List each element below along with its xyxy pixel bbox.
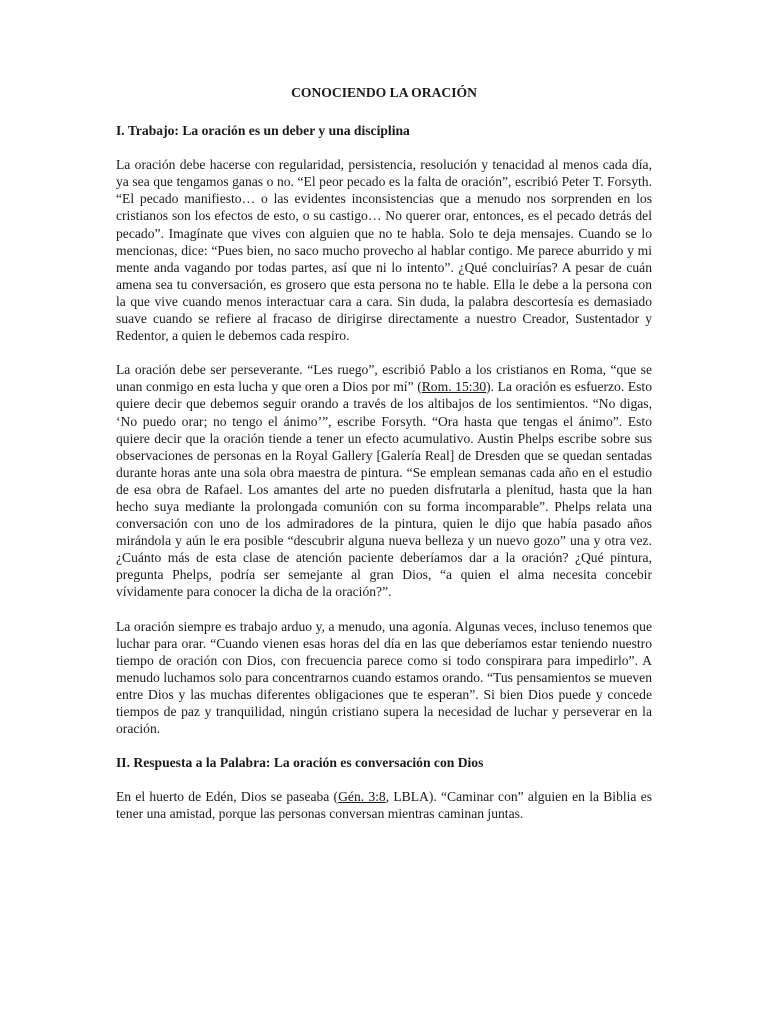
document-title: CONOCIENDO LA ORACIÓN [291,85,477,100]
paragraph-1: La oración debe hacerse con regularidad, persistencia, resolución y tenacidad al menos cada día, ya sea que tengamos ganas o no. “El peor pecado es la falta de oración”, escribió Peter T. Forsyth. “El pecado manifiesto… o las evidentes inconsistencias que a menudo nos sorprenden en los cristianos son los efectos de esto, o su castigo… No querer orar, entonces, es el pecado detrás del pecado”. Imagínate que vives con alguien que no te habla. Solo te deja mensajes. Cuando se lo mencionas, dice: “Pues bien, no saco mucho provecho al hablar contigo. Me parece aburrido y mi mente anda vagando por todas partes, así que ni lo intento”. ¿Qué concluirías? A pesar de cuán amena sea tu conversación, es grosero que esta persona no te hable. Ella le debe a la persona con la que vive cuando menos interactuar cara a cara. Sin duda, la palabra descortesía es demasiado suave cuando se refiere al fracaso de dirigirse directamente a nuestro Creador, Sustentador y Redentor, a quien le debemos cada respiro. [116,157,652,344]
paragraph-3: La oración siempre es trabajo arduo y, a menudo, una agonía. Algunas veces, incluso tenemos que luchar para orar. “Cuando vienen esas horas del día en las que deberíamos estar teniendo nuestro tiempo de oración con Dios, con frecuencia parece como si todo conspirara para impedirlo”. A menudo luchamos solo para concentrarnos cuando estamos orando. “Tus pensamientos se mueven entre Dios y las muchas diferentes obligaciones que te esperan”. Si bien Dios puede y concede tiempos de paz y tranquilidad, ningún cristiano supera la necesidad de luchar y perseverar en la oración. [116,618,652,737]
paragraph-4-text-b: , LBLA). “Caminar con” alguien en la Biblia es tener una amistad, porque las personas conversan mientras caminan juntas. [116,789,652,822]
paragraph-4-text-a: En el huerto de Edén, Dios se paseaba ( [116,789,339,805]
section-heading-1: I. Trabajo: La oración es un deber y una disciplina [116,123,410,139]
document-page [116,84,652,822]
section-heading-2: II. Respuesta a la Palabra: La oración es conversación con Dios [116,755,484,771]
scripture-reference-genesis[interactable]: Gén. 3:8 [338,789,386,805]
paragraph-2 [116,361,652,600]
paragraph-2-text-b: ). La oración es esfuerzo. Esto quiere decir que debemos seguir orando a través de los altibajos de los sentimientos. “No digas, ‘No puedo orar; no tengo el ánimo’”, escribe Forsyth. “Ora hasta que tengas el ánimo”. Esto quiere decir que la oración tiende a tener un efecto acumulativo. Austin Phelps escribe sobre sus observaciones de personas en la Royal Gallery [Galería Real] de Dresden que se quedan sentadas durante horas ante una sola obra maestra de pintura. “Se emplean semanas cada año en el estudio de esa obra de Rafael. Los amantes del arte no pueden disfrutarla a plenitud, hasta que la han hecho suya mediante la prolongada comunión con su forma incomparable”. Phelps relata una conversación con uno de los admiradores de la pintura, quien le dijo que había pasado años mirándola y aún le era posible “descubrir alguna nueva belleza y un nuevo gozo” una y otra vez. ¿Cuánto más de esta clase de atención paciente deberíamos dar a la oración? ¿Qué pintura, pregunta Phelps, podría ser semejante al gran Dios, “a quien el alma necesita concebir vívidamente para conocer la dicha de la oración?”. [116,379,652,600]
paragraph-2-text-a: La oración debe ser perseverante. “Les ruego”, escribió Pablo a los cristianos en Roma, “que se unan conmigo en esta lucha y que oren a Dios por mí” ( [116,362,652,395]
paragraph-4 [116,788,652,822]
scripture-reference-romans[interactable]: Rom. 15:30 [421,379,487,395]
